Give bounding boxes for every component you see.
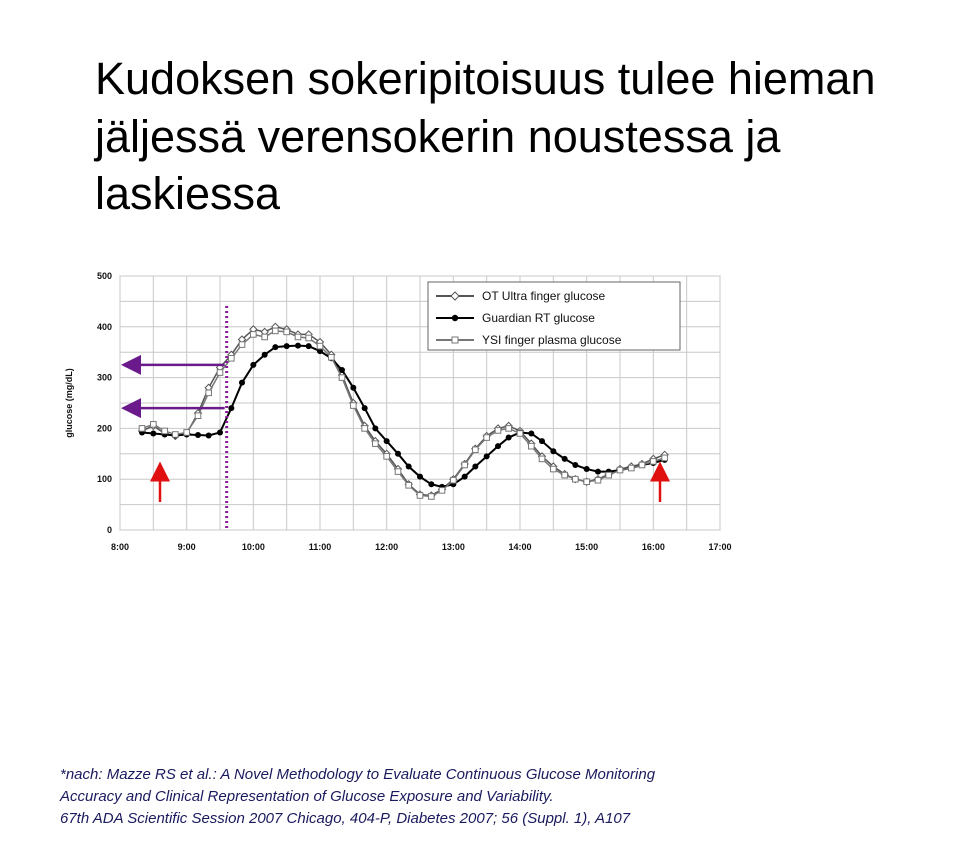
data-point-guardian [417,474,423,480]
title-line-1: Kudoksen sokeripitoisuus tulee hieman [95,53,876,104]
legend-entry: OT Ultra finger glucose [482,289,606,303]
data-point-guardian [228,405,234,411]
data-point-ysi [562,472,568,478]
data-point-guardian [195,432,201,438]
data-point-guardian [506,435,512,441]
data-point-guardian [462,474,468,480]
data-point-ysi [662,455,668,461]
data-point-ysi [551,466,557,472]
data-point-ysi [373,441,379,447]
data-point-ysi [639,462,645,468]
data-point-ysi [429,494,435,500]
data-point-ysi [629,465,635,471]
citation-line-3: 67th ADA Scientific Session 2007 Chicago, 404-P, Diabetes 2007; 56 (Suppl. 1), A107 [60,810,631,827]
data-point-guardian [350,385,356,391]
x-tick-label: 17:00 [708,542,732,552]
data-point-guardian [284,343,290,349]
data-point-ysi [395,469,401,475]
x-tick-label: 14:00 [508,542,532,552]
data-point-guardian [595,469,601,475]
data-point-ysi [362,426,368,432]
data-point-guardian [295,343,301,349]
data-point-guardian [272,344,278,350]
data-point-guardian [406,464,412,470]
y-tick-label: 0 [106,525,112,535]
data-point-ysi [573,476,579,482]
data-point-ysi [384,454,390,460]
x-tick-label: 15:00 [575,542,599,552]
data-point-ysi [206,390,212,396]
data-point-guardian [550,448,556,454]
data-point-guardian [250,362,256,368]
legend-entry: Guardian RT glucose [482,311,595,325]
y-tick-label: 100 [96,474,112,485]
data-point-ysi [195,413,201,419]
citation-line-1: *nach: Mazze RS et al.: A Novel Methodology to Evaluate Continuous Glucose Monitoring [60,766,656,783]
data-point-ysi [339,375,345,381]
data-point-ysi [495,428,501,434]
data-point-guardian [306,343,312,349]
data-point-ysi [184,430,190,436]
data-point-ysi [484,435,490,441]
data-point-ysi [417,493,423,499]
glucose-chart [0,240,960,580]
data-point-ysi [295,334,301,340]
data-point-ysi [306,335,312,341]
x-tick-label: 12:00 [375,542,399,552]
title-line-3: laskiessa [95,168,281,220]
y-tick-label: 500 [96,271,112,281]
data-point-guardian [562,456,568,462]
legend-marker [452,315,458,321]
data-point-guardian [484,453,490,459]
data-point-ysi [439,488,445,494]
data-point-guardian [572,462,578,468]
citation [60,764,940,830]
x-tick-label: 8:00 [110,542,130,552]
data-point-guardian [495,443,501,449]
data-point-ysi [529,443,535,449]
data-point-guardian [384,438,390,444]
data-point-guardian [528,430,534,436]
data-point-guardian [428,481,434,487]
x-tick-label: 9:00 [177,542,196,552]
data-point-ysi [262,334,268,340]
data-point-guardian [217,429,223,435]
data-point-guardian [584,466,590,472]
legend-marker [452,337,458,343]
data-point-ysi [462,462,468,468]
data-point-ysi [139,426,145,432]
data-point-guardian [262,352,268,358]
legend-entry: YSI finger plasma glucose [482,333,622,347]
x-tick-label: 16:00 [641,542,665,552]
data-point-ysi [217,370,223,376]
data-point-ysi [595,477,601,483]
y-tick-label: 200 [96,423,112,434]
data-point-ysi [251,332,257,338]
y-tick-label: 300 [96,372,112,383]
data-point-guardian [150,430,156,436]
x-tick-label: 13:00 [441,542,465,552]
data-point-ysi [606,472,612,478]
title-line-2: jäljessä verensokerin noustessa ja [95,110,781,162]
data-point-ysi [506,426,512,432]
data-point-guardian [539,438,545,444]
data-point-ysi [151,422,157,428]
data-point-ysi [584,479,590,485]
data-point-ysi [517,431,523,437]
data-point-ysi [229,355,235,361]
data-point-ysi [539,456,545,462]
data-point-guardian [362,405,368,411]
data-point-ysi [284,329,290,335]
data-point-guardian [395,451,401,457]
data-point-ysi [351,403,357,409]
x-tick-label: 11:00 [308,542,332,552]
data-point-ysi [617,467,623,473]
data-point-ysi [651,459,657,465]
data-point-ysi [406,482,412,488]
y-tick-label: 400 [96,321,112,332]
data-point-ysi [473,447,479,453]
citation-line-2: Accuracy and Clinical Representation of Glucose Exposure and Variability. [60,788,554,805]
data-point-guardian [206,433,212,439]
data-point-guardian [472,464,478,470]
y-axis-label: glucose (mg/dL) [64,368,74,438]
data-point-ysi [273,328,279,334]
data-point-ysi [173,432,179,438]
x-tick-label: 10:00 [241,542,265,552]
data-point-ysi [329,354,335,360]
data-point-guardian [239,380,245,386]
slide-title [95,50,955,223]
data-point-ysi [239,342,245,348]
data-point-ysi [162,428,168,434]
data-point-ysi [317,343,323,349]
data-point-guardian [372,425,378,431]
data-point-ysi [451,477,457,483]
